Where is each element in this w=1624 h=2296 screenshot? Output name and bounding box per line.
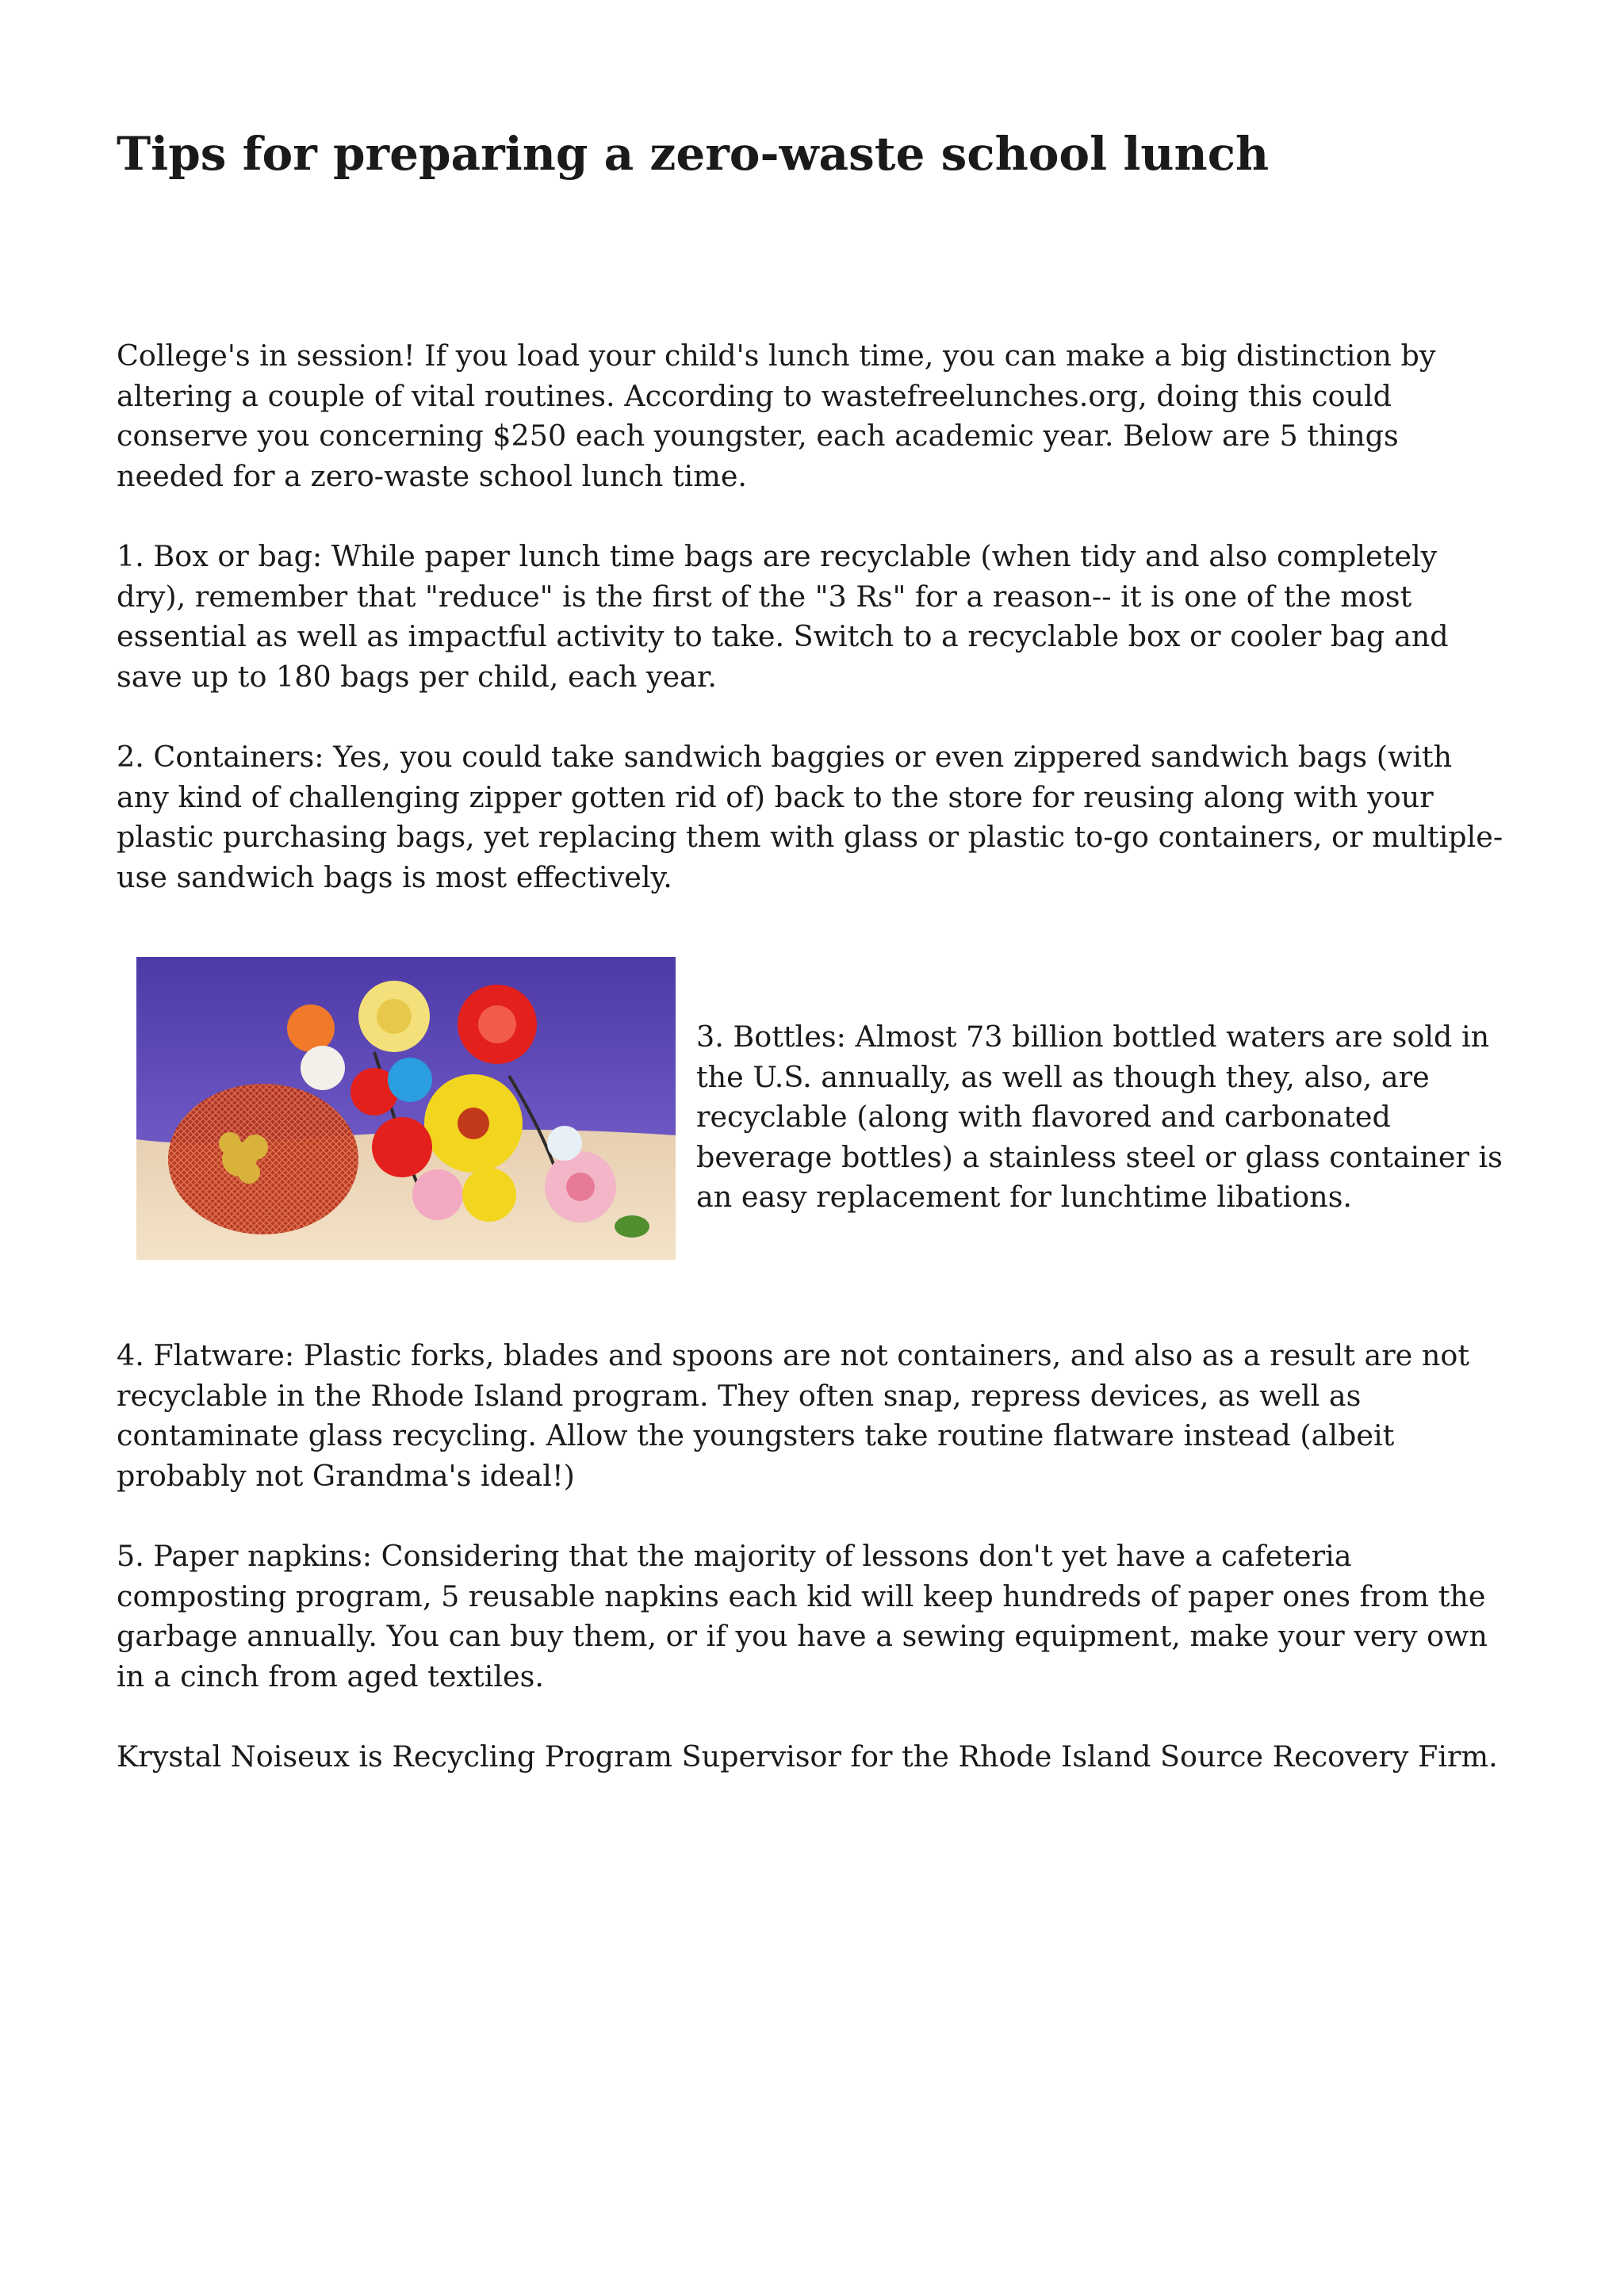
page-title: Tips for preparing a zero-waste school lunch — [117, 127, 1270, 181]
tip-bottles: 3. Bottles: Almost 73 billion bottled waters are sold in the U.S. annually, as well as though they, also, are recyclable (along with flavored and carbonated beverage bottles) a stainless steel or glass container is an easy replacement for lunchtime libations. — [696, 1020, 1503, 1214]
leaf — [615, 1215, 649, 1238]
tip-box-or-bag: 1. Box or bag: While paper lunch time bags are recyclable (when tidy and also completely dry), remember that "reduce" is the first of the "3 Rs" for a reason-- it is one of the most essential as well as impactful activity to take. Switch to a recyclable box or cooler bag and save up to 180 bags per child, each year. — [117, 539, 1449, 694]
intro-paragraph: College's in session! If you load your child's lunch time, you can make a big distinction by altering a couple of vital routines. According to wastefreelunches.org, doing this could conserve you concerning $250 each youngster, each academic year. Below are 5 things needed for a zero-waste school lunch time. — [117, 339, 1436, 493]
flowers-photo — [136, 957, 676, 1260]
pink-flower — [412, 1169, 463, 1220]
tip-containers: 2. Containers: Yes, you could take sandwich baggies or even zippered sandwich bags (with any kind of challenging zipper gotten rid of) back to the store for reusing along with your plastic purchasing bags, yet replacing them with glass or plastic to-go containers, or multiple-use sandwich bags is most effectively. — [117, 740, 1503, 894]
blue-flower — [388, 1058, 432, 1102]
yellow-flower-small — [462, 1168, 516, 1222]
orange-flower — [287, 1004, 335, 1052]
mesh-flower — [168, 1084, 358, 1234]
flowers-illustration — [136, 957, 676, 1260]
author-note: Krystal Noiseux is Recycling Program Supervisor for the Rhode Island Source Recovery Firm. — [117, 1739, 1498, 1774]
tip-flatware: 4. Flatware: Plastic forks, blades and spoons are not containers, and also as a result are not recyclable in the Rhode Island program. They often snap, repress devices, as well as contaminate glass recycling. Allow the youngsters take routine flatware instead (albeit probably not Grandma's ideal!) — [117, 1338, 1470, 1493]
red-hibiscus — [372, 1117, 432, 1177]
white-flower — [301, 1046, 345, 1090]
tip-paper-napkins: 5. Paper napkins: Considering that the majority of lessons don't yet have a cafeteria composting program, 5 reusable napkins each kid will keep hundreds of paper ones from the garbage annually. You can buy them, or if you have a sewing equipment, make your very own in a cinch from aged textiles. — [117, 1539, 1488, 1693]
